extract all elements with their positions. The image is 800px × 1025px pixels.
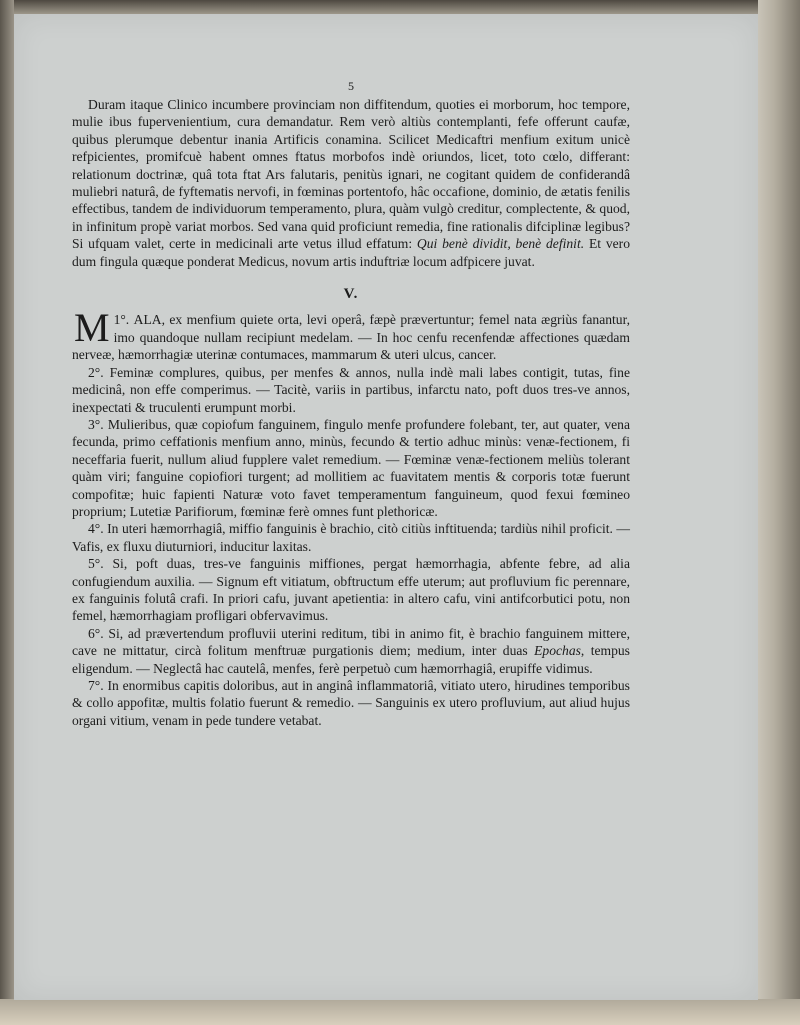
scan-left-shadow xyxy=(0,0,14,1025)
paragraph-text: Mulieribus, quæ copiofum fanguinem, fingulo menfe profundere folebant, ter, aut quater, vena fecunda, primo ceffationis menfium anno, minùs, fecundo & tertio adhuc minùs: venæ-fectionem, fi neceffaria fuerit, nullum aliud fupplere valet remedium. — Fœminæ venæ-fectionem meliùs tolerant quàm viri; fanguine copiofiori turgent; ad mollitiem ac fuavitatem mentis & corporis totæ fuerunt compofitæ; huic fapienti Naturæ voto favet temperamentum fanguineum, quod fexui fœmineo proprium; Lutetiæ Parifiorum, fœminæ ferè omnes funt plethoricæ. xyxy=(72,416,630,519)
paragraph-text: In uteri hæmorrhagiâ, miffio fanguinis è brachio, citò citiùs inftituenda; tardiùs nihil proficit. — Vafis, ex fluxu diuturniori, inducitur laxitas. xyxy=(72,521,631,554)
paragraph-text-a: Si, ad prævertendum profluvii uterini reditum, tibi in animo fit, è brachio fanguinem mittere, cave ne mittatur, circà folitum menftruæ purgationis diem; medium, inter duas xyxy=(72,625,631,659)
paragraph-number: 1°. xyxy=(113,312,130,328)
paragraph-text-b: , tempus eligendum. — Neglectâ hac cautelâ, menfes, ferè perpetuò cum hæmorrhagiâ, erupiffe vidimus. xyxy=(72,643,630,676)
paragraph-text: Feminæ complures, quibus, per menfes & annos, nulla indè mali labes contigit, tutas, fine medicinâ, non effe comperimus. — Tacitè, variis in partibus, infarctu nato, poft duos tres-ve annos, inexpectati & truculenti erumpunt morbi. xyxy=(72,364,630,415)
drop-cap: M xyxy=(74,305,110,351)
paragraph-number: 7°. xyxy=(88,678,104,693)
intro-text-a: Duram itaque Clinico incumbere provinciam non diffitendum, quoties ei morborum, hoc tempore, mulie ibus fupervenientium, cura demandatur. Rem verò altiùs contemplanti, fefe offerunt caufæ, quibus plerumque debentur inania Artificis conamina. Scilicet Medicaftri menfium exitum unicè refpicientes, promifcuè habent omnes ftatus morbofos indè oriundos, licet, toto cœlo, differant: relationum doctrinæ, quâ tota ftat Ars falutaris, penitùs ignari, ne cogitant quidem de confiderandâ muliebri naturâ, de fyftematis nervofi, in fœminas portentofo, hâc occafione, dominio, de ætatis fenilis effectibus, tandem de individuorum temperamento, plura, quàm vulgò creditur, complectente, & quod, in infinitum propè variat morbos. Sed vana quid proficiunt remedia, fine rationalis difciplinæ legibus? Si ufquam valet, certe in medicinali arte vetus illud effatum: xyxy=(72,97,630,252)
paragraph-number: 4°. xyxy=(88,521,104,537)
paragraph-number: 3°. xyxy=(88,416,104,432)
page-text xyxy=(72,80,630,729)
facing-page-edge xyxy=(758,0,800,1025)
paragraph-4 xyxy=(72,520,630,555)
paragraph-text: ALA, ex menfium quiete orta, levi operâ, fæpè prævertuntur; femel nata ægriùs fanantur, imo quandoque nullam recipiunt medelam. — In hoc cenfu recenfendæ affectiones quædam nerveæ, hæmorrhagiæ uterinæ contumaces, mammarum & uteri ulcus, cancer. xyxy=(72,312,630,363)
paragraph-text: Si, poft duas, tres-ve fanguinis miffiones, pergat hæmorrhagia, abfente febre, ad alia confugiendum auxilia. — Signum eft vitiatum, obftructum effe uterum; aut profluvium fic perennare, ex fanguinis folutâ crafi. In priori cafu, juvant apetientia: in altero cafu, vini antifcorbutici potu, non femel, hæmorrhagiam profligari obfervavimus. xyxy=(72,556,630,624)
paragraph-italic-term: Epochas xyxy=(534,643,581,659)
paragraph-number: 6°. xyxy=(88,625,104,641)
paragraph-7 xyxy=(72,677,630,729)
paragraph-6 xyxy=(72,625,630,677)
paragraph-number: 2°. xyxy=(88,364,104,380)
paragraph-2 xyxy=(72,364,630,416)
intro-text-b: Et vero dum fingula quæque ponderat Medicus, novum artis induftriæ locum adfpicere juvat. xyxy=(72,236,630,269)
paragraph-3 xyxy=(72,416,630,520)
paragraph-5 xyxy=(72,555,630,625)
paragraph-1 xyxy=(72,305,630,363)
page-number: 5 xyxy=(348,79,354,93)
section-heading: V. xyxy=(343,286,359,303)
intro-quote: Qui benè dividit, benè definit. xyxy=(416,236,585,252)
paragraph-number: 5°. xyxy=(88,556,104,572)
paragraph-text: In enormibus capitis doloribus, aut in anginâ inflammatoriâ, vitiato utero, hirudines temporibus & collo appofitæ, multis folatio fuerunt & remedio. — Sanguinis ex utero profluvium, aut aliud hujus organi vitium, venam in pede tundere vetabat. xyxy=(72,678,630,728)
scan-bottom-strip xyxy=(0,999,800,1025)
intro-paragraph xyxy=(72,96,630,270)
